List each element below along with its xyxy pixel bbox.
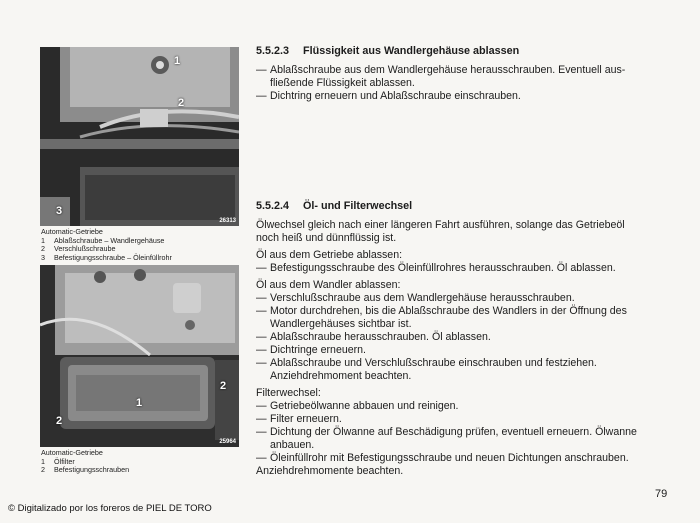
- list-item: — Getriebeölwanne abbauen und reinigen.: [256, 400, 459, 412]
- caption-item: 2 Befestigungsschrauben: [41, 465, 130, 475]
- caption-item: 1 Ablaßschraube – Wandlergehäuse: [41, 235, 165, 245]
- caption-item: 2 Verschlußschraube: [41, 244, 116, 254]
- section-title: Flüssigkeit aus Wandlergehäuse ablassen: [303, 45, 520, 57]
- callout-2: 2: [178, 97, 185, 109]
- section-heading: [256, 45, 671, 58]
- figure-1-photo: [40, 47, 239, 226]
- list-item: — Dichtung der Ölwanne auf Beschädigung prüfen, eventuell erneuern. Ölwanne anbauen.: [256, 426, 637, 451]
- wandler-heading: Öl aus dem Wandler ablassen:: [256, 279, 401, 291]
- figure-1-caption: [41, 228, 241, 262]
- callout-1: 1: [174, 55, 181, 67]
- footer-credit: © Digitalizado por los foreros de PIEL DE TORO: [8, 503, 212, 514]
- section-title: Öl- und Filterwechsel: [303, 200, 413, 212]
- list-item: — Dichtring erneuern und Ablaßschraube einschrauben.: [256, 90, 521, 102]
- figure-2-caption: [41, 449, 241, 475]
- list-item: — Motor durchdrehen, bis die Ablaßschraube des Wandlers in der Öffnung des Wandlergehäuses sichtbar ist.: [256, 305, 627, 330]
- list-item: — Ablaßschraube aus dem Wandlergehäuse herausschrauben. Eventuell aus- fließende Flüssigkeit ablassen.: [256, 64, 626, 89]
- getriebe-heading: Öl aus dem Getriebe ablassen:: [256, 249, 403, 261]
- section-5-5-2-3: [256, 45, 671, 103]
- filter-heading: Filterwechsel:: [256, 387, 321, 399]
- list-item: — Befestigungsschraube des Öleinfüllrohres herausschrauben. Öl ablassen.: [256, 262, 616, 274]
- list-item: — Ablaßschraube und Verschlußschraube einschrauben und festziehen. Anziehdrehmoment beachten.: [256, 357, 597, 382]
- caption-item: 3 Befestigungsschraube – Öleinfüllrohr: [41, 252, 172, 262]
- section-number: 5.5.2.3: [256, 45, 290, 57]
- intro-paragraph: Ölwechsel gleich nach einer längeren Fahrt ausführen, solange das Getriebeöl noch heiß und dünnflüssig ist.: [256, 219, 625, 244]
- oil-filter-illustration: [40, 265, 239, 447]
- list-item: — Verschlußschraube aus dem Wandlergehäuse herausschrauben.: [256, 292, 575, 304]
- list-item: — Filter erneuern.: [256, 413, 342, 425]
- list-item: — Ablaßschraube herausschrauben. Öl ablassen.: [256, 331, 491, 343]
- callout-2: 2: [220, 380, 227, 392]
- list-item: — Öleinfüllrohr mit Befestigungsschraube und neuen Dichtungen anschrauben.: [256, 452, 629, 464]
- section-5-5-2-4: [256, 200, 671, 478]
- section-number: 5.5.2.4: [256, 200, 290, 212]
- list-item: — Dichtringe erneuern.: [256, 344, 366, 356]
- callout-1: 1: [136, 397, 143, 409]
- photo-id: 25964: [219, 439, 236, 445]
- transmission-drain-illustration: [40, 47, 239, 226]
- callout-2: 2: [56, 415, 63, 427]
- figure-2-photo: [40, 265, 239, 447]
- page-number: 79: [655, 488, 668, 500]
- photo-id: 26313: [219, 218, 236, 224]
- caption-title: Automatic-Getriebe: [41, 227, 103, 236]
- section-heading: [256, 200, 671, 213]
- caption-title: Automatic-Getriebe: [41, 448, 103, 457]
- caption-item: 1 Ölfilter: [41, 456, 75, 466]
- closing-line: Anziehdrehmomente beachten.: [256, 465, 404, 477]
- callout-3: 3: [56, 205, 63, 217]
